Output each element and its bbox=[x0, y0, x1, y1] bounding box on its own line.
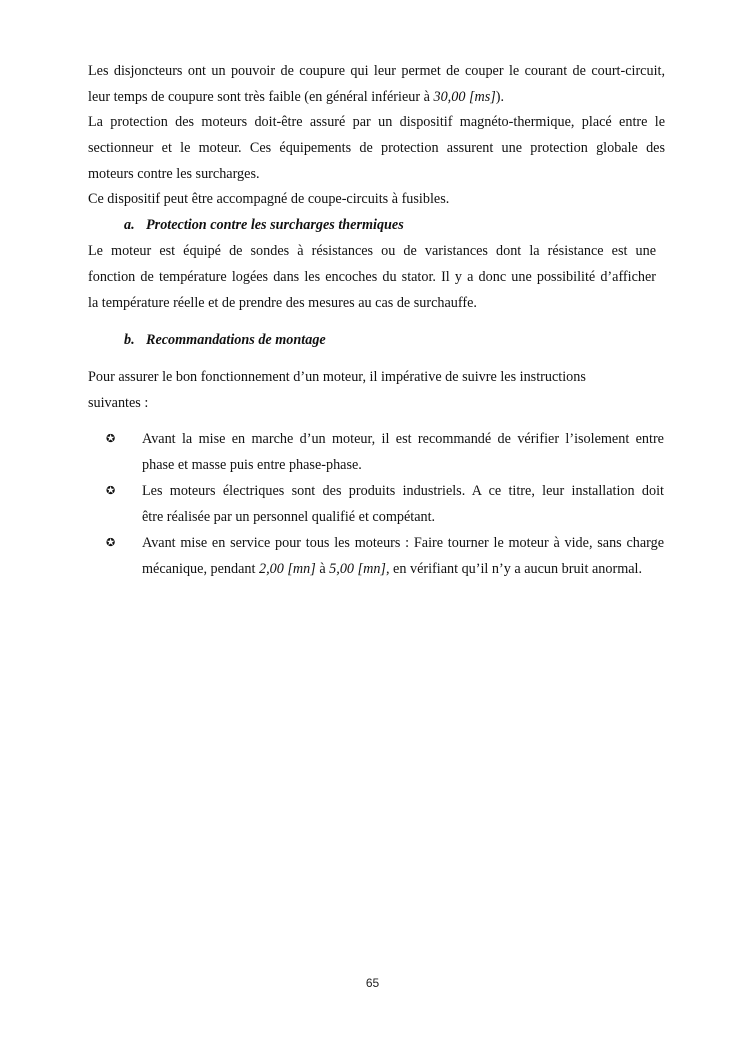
heading-a-label: a. bbox=[124, 217, 135, 233]
duration-min-value: 2,00 [mn] bbox=[259, 561, 316, 577]
bullet-2-line-1: Les moteurs électriques sont des produits industriels. A ce titre, leur installation doit bbox=[142, 483, 664, 499]
heading-a bbox=[124, 216, 404, 234]
bullet-3-line-2 bbox=[142, 560, 664, 578]
star-bullet-icon: ✪ bbox=[106, 433, 116, 445]
paragraph-2-line-3: moteurs contre les surcharges. bbox=[88, 166, 260, 182]
bullet-1-line-1: Avant la mise en marche d’un moteur, il est recommandé de vérifier l’isolement entre bbox=[142, 431, 664, 447]
paragraph-4-line-2: fonction de température logées dans les encoches du stator. Il y a donc une possibilité d’afficher bbox=[88, 269, 656, 285]
bullet-1-line-2: phase et masse puis entre phase-phase. bbox=[142, 457, 362, 473]
paragraph-4-line-3: la température réelle et de prendre des mesures au cas de surchauffe. bbox=[88, 295, 477, 311]
breaking-time-value: 30,00 [ms] bbox=[433, 89, 496, 105]
text-run: , en vérifiant qu’il n’y a aucun bruit anormal. bbox=[385, 561, 643, 577]
bullet-3-line-1: Avant mise en service pour tous les moteurs : Faire tourner le moteur à vide, sans charge bbox=[142, 535, 664, 551]
text-run: mécanique, pendant bbox=[142, 561, 259, 577]
duration-max-value: 5,00 [mn] bbox=[329, 561, 386, 577]
page-number: 65 bbox=[365, 976, 380, 990]
heading-b-title: Recommandations de montage bbox=[146, 332, 326, 348]
paragraph-4-line-1: Le moteur est équipé de sondes à résistances ou de varistances dont la résistance est une bbox=[88, 243, 656, 259]
paragraph-1-line-2 bbox=[88, 88, 656, 106]
star-bullet-icon: ✪ bbox=[106, 537, 116, 549]
text-run: à bbox=[315, 561, 330, 577]
paragraph-5-line-2: suivantes : bbox=[88, 395, 149, 411]
heading-b-label: b. bbox=[124, 332, 135, 348]
text-run: ). bbox=[495, 89, 505, 105]
star-bullet-icon: ✪ bbox=[106, 485, 116, 497]
paragraph-1-line-1: Les disjoncteurs ont un pouvoir de coupure qui leur permet de couper le courant de court-circuit, bbox=[88, 63, 665, 79]
paragraph-2-line-1: La protection des moteurs doit-être assuré par un dispositif magnéto-thermique, placé entre le bbox=[88, 114, 665, 130]
paragraph-2-line-2: sectionneur et le moteur. Ces équipements de protection assurent une protection globale des bbox=[88, 140, 665, 156]
bullet-2-line-2: être réalisée par un personnel qualifié et compétant. bbox=[142, 509, 436, 525]
text-run: leur temps de coupure sont très faible (en général inférieur à bbox=[88, 89, 434, 105]
paragraph-3: Ce dispositif peut être accompagné de coupe-circuits à fusibles. bbox=[88, 191, 450, 207]
heading-b bbox=[124, 331, 326, 349]
paragraph-5-line-1: Pour assurer le bon fonctionnement d’un moteur, il impérative de suivre les instructions bbox=[88, 369, 586, 385]
heading-a-title: Protection contre les surcharges thermiques bbox=[146, 217, 404, 233]
